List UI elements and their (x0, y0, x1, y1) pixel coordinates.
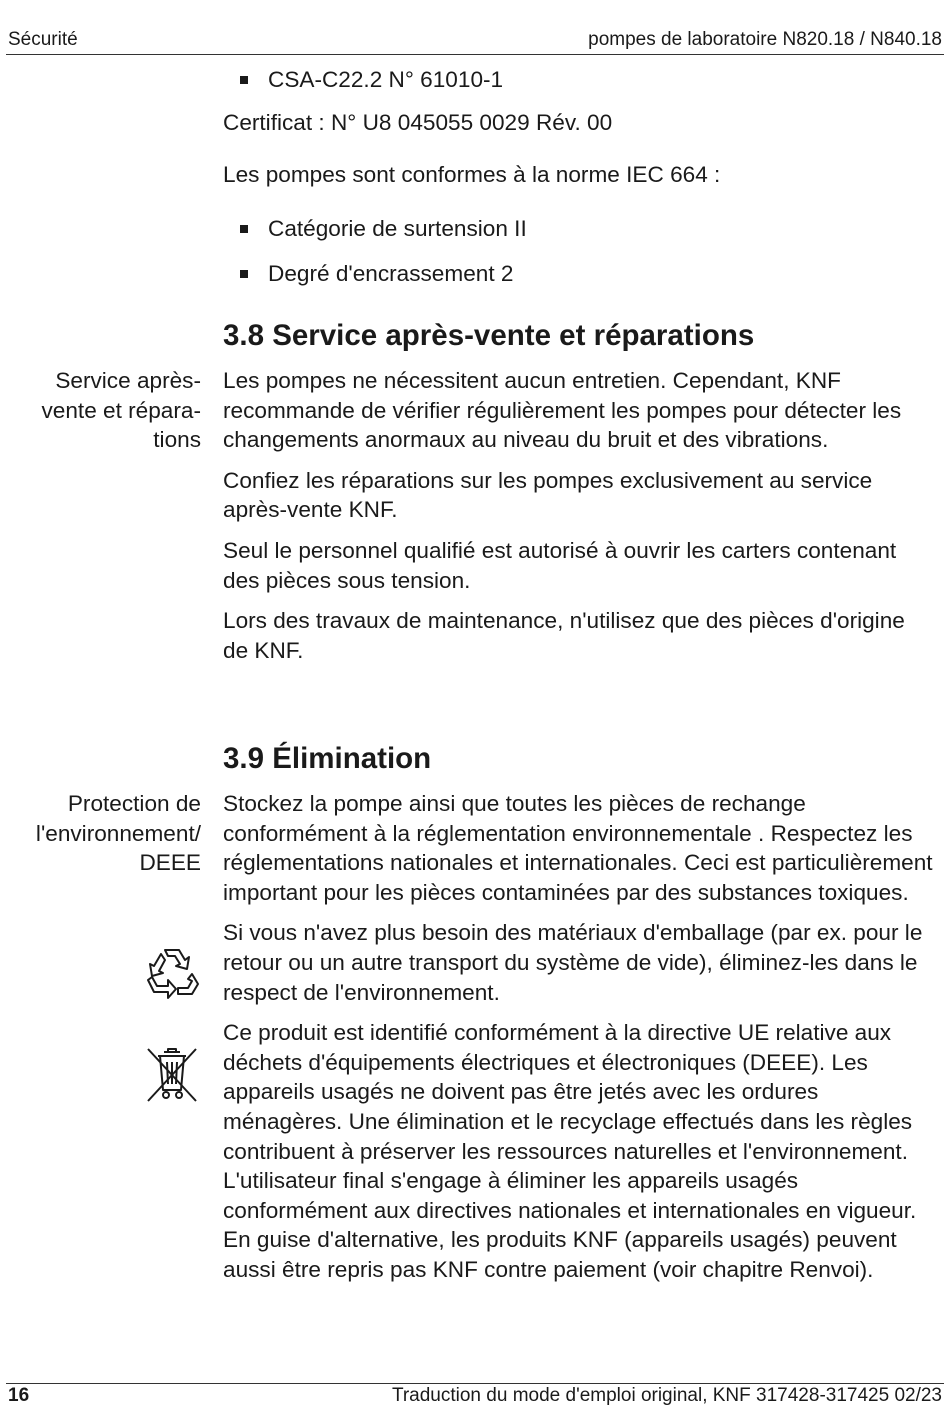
margin-note-service: Service après- vente et répara- tions (41, 368, 201, 453)
section-heading-disposal: 3.9 Élimination (223, 742, 432, 775)
bullet-square-icon (240, 270, 248, 278)
paragraph: Seul le personnel qualifié est autorisé à ouvrir les carters contenant des pièces sous tension. (223, 537, 897, 593)
paragraph: Confiez les réparations sur les pompes exclusivement au service après-vente KNF. (223, 467, 873, 523)
list-item: Catégorie de surtension II (223, 212, 935, 257)
header-divider (6, 54, 944, 55)
header-section-title: Sécurité (8, 29, 78, 50)
margin-note-environment: Protection de l'environnement/ DEEE (35, 791, 201, 876)
bullet-square-icon (240, 225, 248, 233)
paragraph: Stockez la pompe ainsi que toutes les pièces de rechange conformément à la réglementation environnementale . Respectez les réglementations nationales et internationales. Ceci est particulièrement important pour les pièces contaminées par des substances toxiques. (223, 791, 933, 905)
list-item: CSA-C22.2 N° 61010-1 (223, 63, 935, 108)
header-document-title: pompes de laboratoire N820.18 / N840.18 (588, 29, 942, 50)
weee-crossed-bin-icon (142, 1046, 202, 1104)
paragraph: Ce produit est identifié conformément à la directive UE relative aux déchets d'équipements électriques et électroniques (DEEE). Les appareils usagés ne doivent pas être jetés avec les ordures ménagères. Une élimination et le recyclage effectués dans les règles contribuent à préserver les ressources naturelles et l'environnement. L'utilisateur final s'engage à éliminer les appareils usagés conformément aux directives nationales et internationales en vigueur. En guise d'alternative, les produits KNF (appareils usagés) peuvent aussi être repris pas KNF contre paiement (voir chapitre Renvoi). (223, 1020, 917, 1282)
paragraph: Les pompes ne nécessitent aucun entretien. Cependant, KNF recommande de vérifier régulièrement les pompes pour détecter les changements anormaux au niveau du bruit et des vibrations. (223, 368, 902, 453)
conformity-text: Les pompes sont conformes à la norme IEC 664 : (223, 162, 721, 187)
iec-list (223, 212, 935, 302)
section-heading-service: 3.8 Service après-vente et réparations (223, 319, 755, 352)
footer-document-reference: Traduction du mode d'emploi original, KNF 317428-317425 02/23 (391, 1385, 942, 1406)
list-item: Degré d'encrassement 2 (223, 257, 935, 302)
bullet-square-icon (240, 76, 248, 84)
recycling-icon (142, 946, 204, 1004)
standards-block (223, 63, 935, 302)
certificate-text: Certificat : N° U8 045055 0029 Rév. 00 (223, 110, 613, 135)
disposal-body (223, 789, 935, 1296)
paragraph: Lors des travaux de maintenance, n'utilisez que des pièces d'origine de KNF. (223, 608, 905, 663)
paragraph: Si vous n'avez plus besoin des matériaux d'emballage (par ex. pour le retour ou un autre transport du système de vide), éliminez-les dans le respect de l'environnement. (223, 920, 923, 1005)
page-number: 16 (8, 1385, 30, 1406)
service-body (223, 366, 935, 676)
standards-list (223, 63, 935, 108)
